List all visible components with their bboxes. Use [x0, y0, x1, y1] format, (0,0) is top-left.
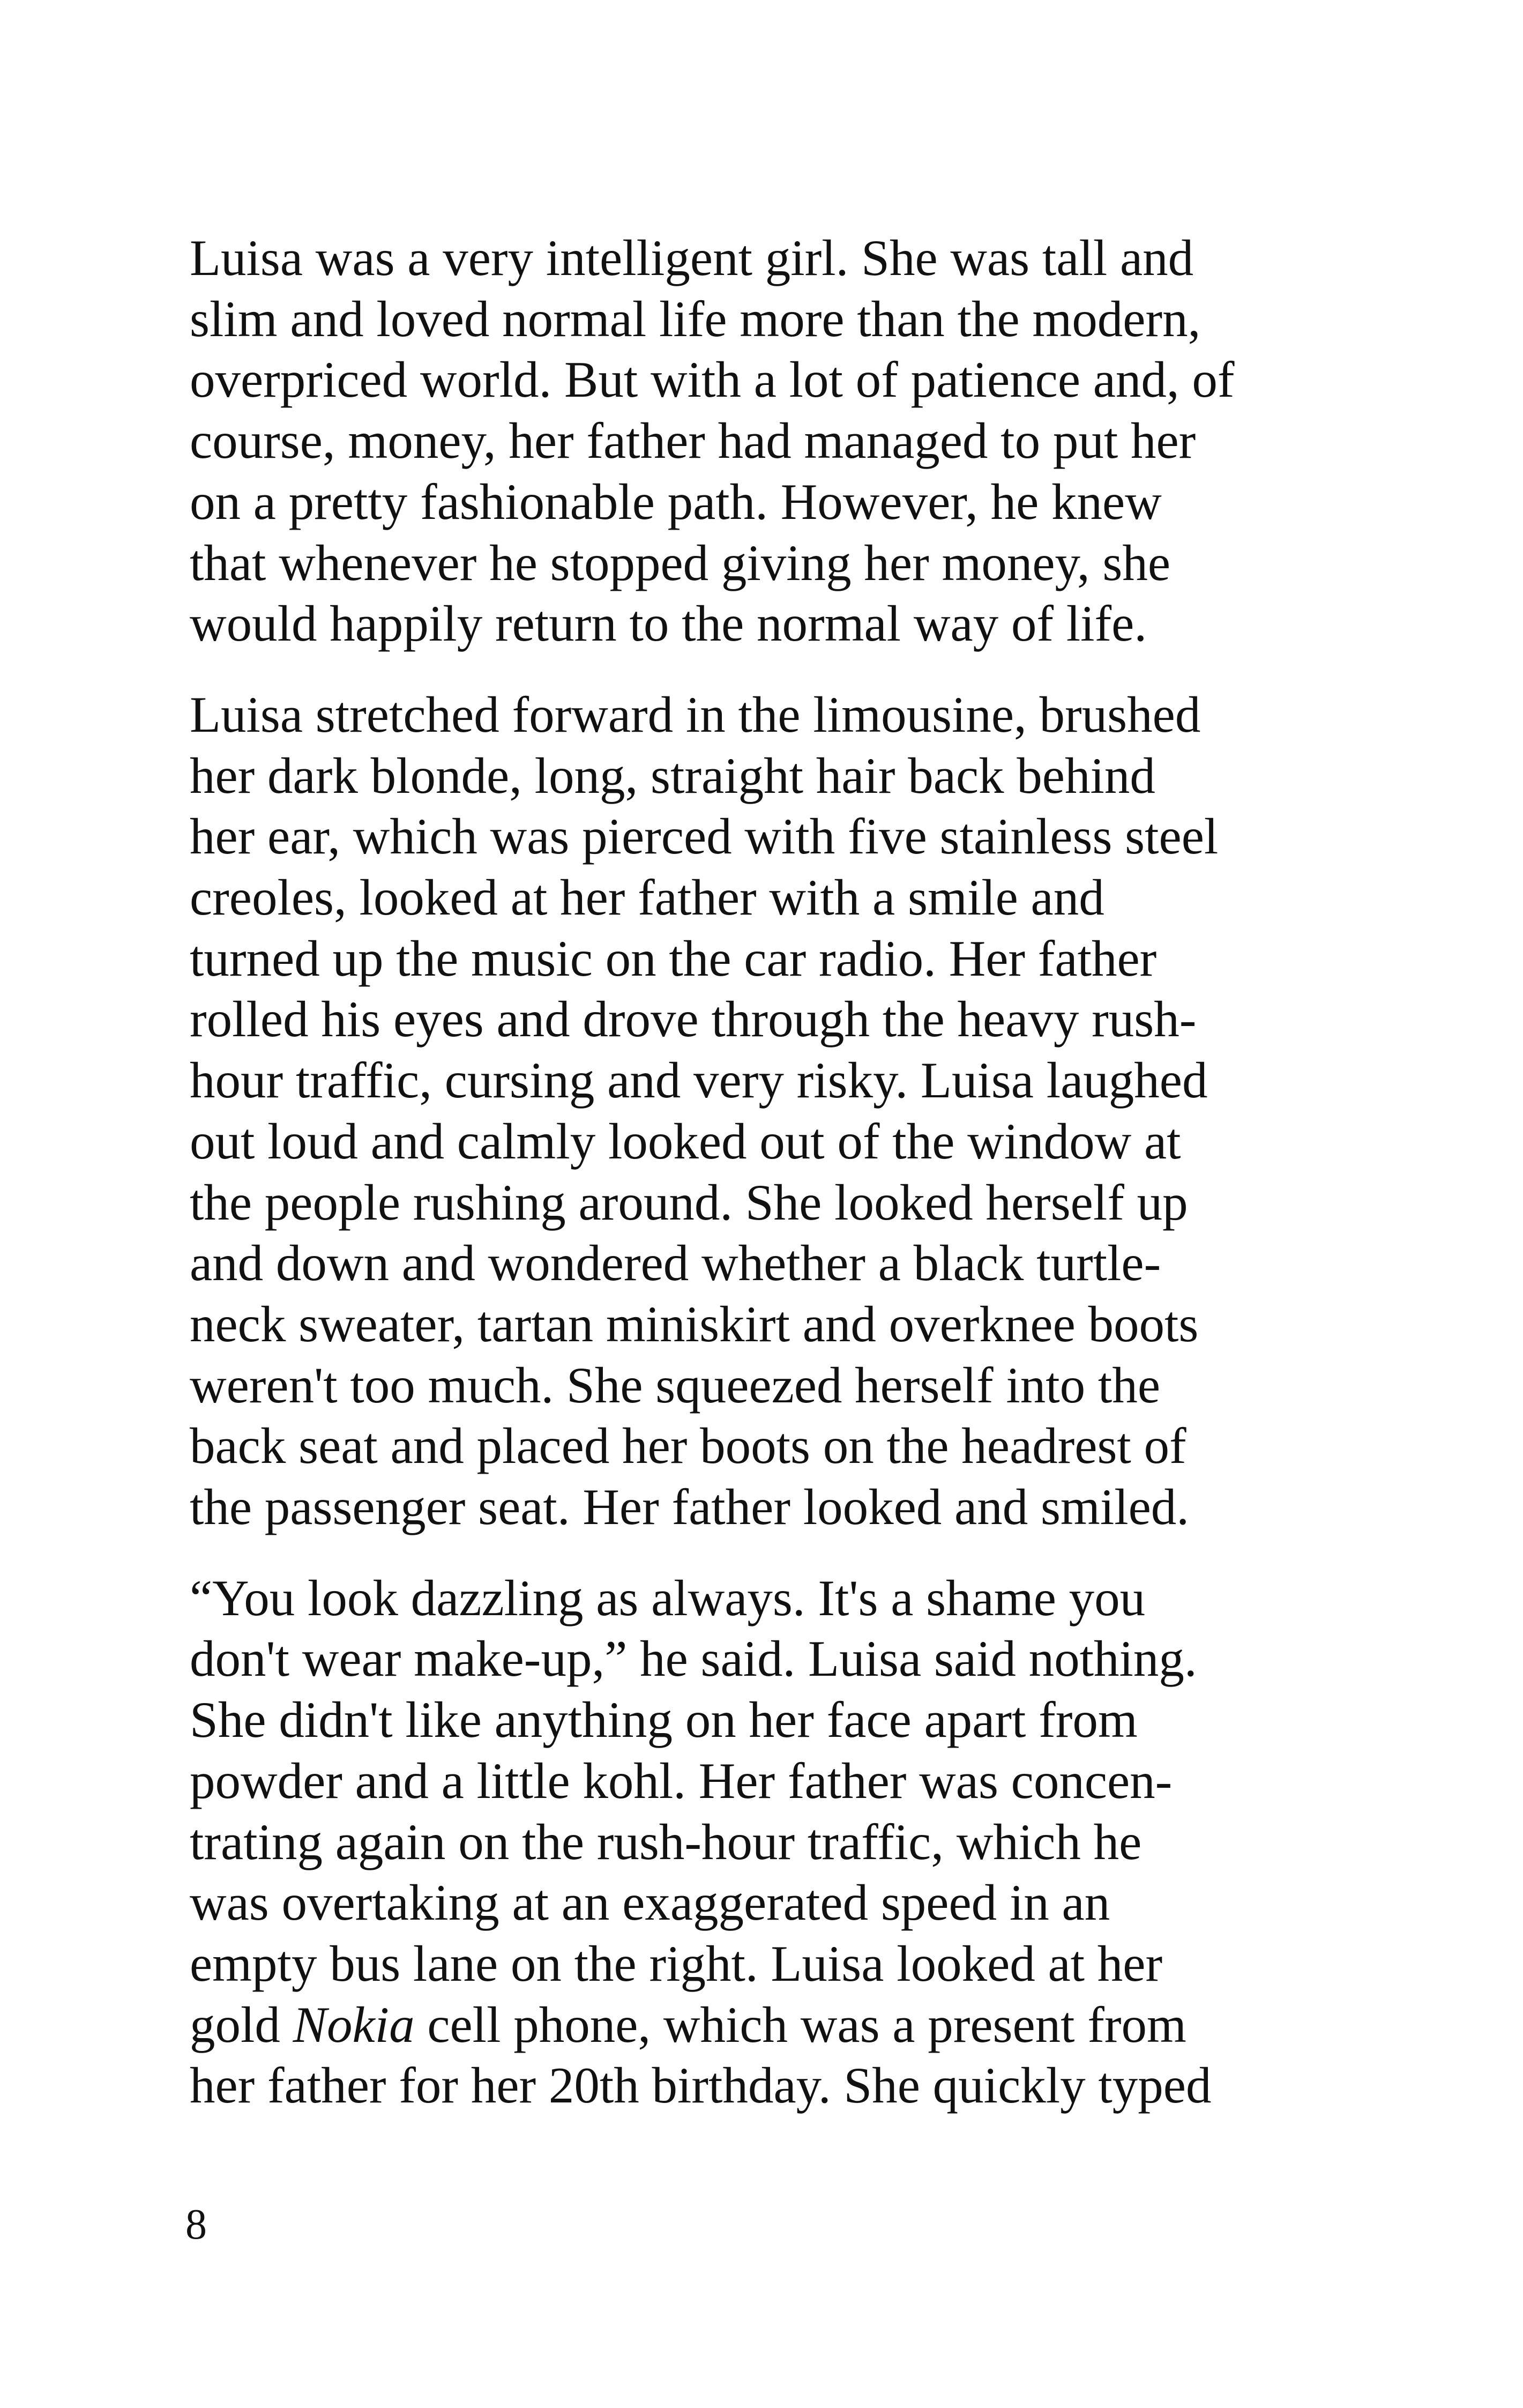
text-segment: cell phone, which was a present from [414, 1996, 1186, 2053]
text-line: creoles, looked at her father with a smile and [190, 869, 1104, 926]
text-line: would happily return to the normal way of life. [190, 595, 1147, 652]
text-line: don't wear make-up,” he said. Luisa said nothing. [190, 1630, 1197, 1688]
text-line: course, money, her father had managed to put her [190, 412, 1196, 470]
paragraph-3 [190, 1568, 1331, 2116]
body-text [190, 228, 1331, 2116]
text-line: out loud and calmly looked out of the window at [190, 1112, 1181, 1170]
text-line-with-italic [190, 1995, 1331, 2056]
text-line: powder and a little kohl. Her father was concen- [190, 1752, 1173, 1809]
text-line: rolled his eyes and drove through the heavy rush- [190, 991, 1197, 1048]
text-line: hour traffic, cursing and very risky. Luisa laughed [190, 1052, 1208, 1109]
text-line: neck sweater, tartan miniskirt and overknee boots [190, 1295, 1199, 1352]
paragraph-2 [190, 685, 1331, 1538]
text-line: and down and wondered whether a black turtle- [190, 1235, 1161, 1292]
text-line: back seat and placed her boots on the headrest of [190, 1417, 1186, 1475]
text-line: trating again on the rush-hour traffic, which he [190, 1813, 1142, 1870]
text-line: the passenger seat. Her father looked and smiled. [190, 1478, 1190, 1536]
text-line: slim and loved normal life more than the modern, [190, 290, 1201, 347]
text-line: on a pretty fashionable path. However, he knew [190, 473, 1162, 530]
text-line: her father for her 20th birthday. She quickly typed [190, 2057, 1212, 2114]
text-line: Luisa was a very intelligent girl. She was tall and [190, 229, 1194, 286]
text-line: the people rushing around. She looked herself up [190, 1173, 1188, 1231]
text-line: empty bus lane on the right. Luisa looked at her [190, 1935, 1163, 1992]
paragraph-1 [190, 228, 1331, 655]
text-line: weren't too much. She squeezed herself into the [190, 1356, 1160, 1414]
italic-brand-name: Nokia [293, 1996, 415, 2053]
text-segment: gold [190, 1996, 293, 2053]
text-line: She didn't like anything on her face apart from [190, 1691, 1138, 1749]
text-line: her ear, which was pierced with five stainless steel [190, 808, 1219, 865]
text-line: that whenever he stopped giving her money, she [190, 534, 1171, 591]
text-line: Luisa stretched forward in the limousine, brushed [190, 686, 1201, 743]
text-line: was overtaking at an exaggerated speed in an [190, 1874, 1110, 1931]
text-line: her dark blonde, long, straight hair back behind [190, 747, 1155, 804]
text-line: turned up the music on the car radio. Her father [190, 930, 1157, 987]
text-line: “You look dazzling as always. It's a shame you [190, 1569, 1146, 1626]
text-line: overpriced world. But with a lot of patience and, of [190, 351, 1235, 408]
page-number: 8 [185, 2201, 207, 2248]
